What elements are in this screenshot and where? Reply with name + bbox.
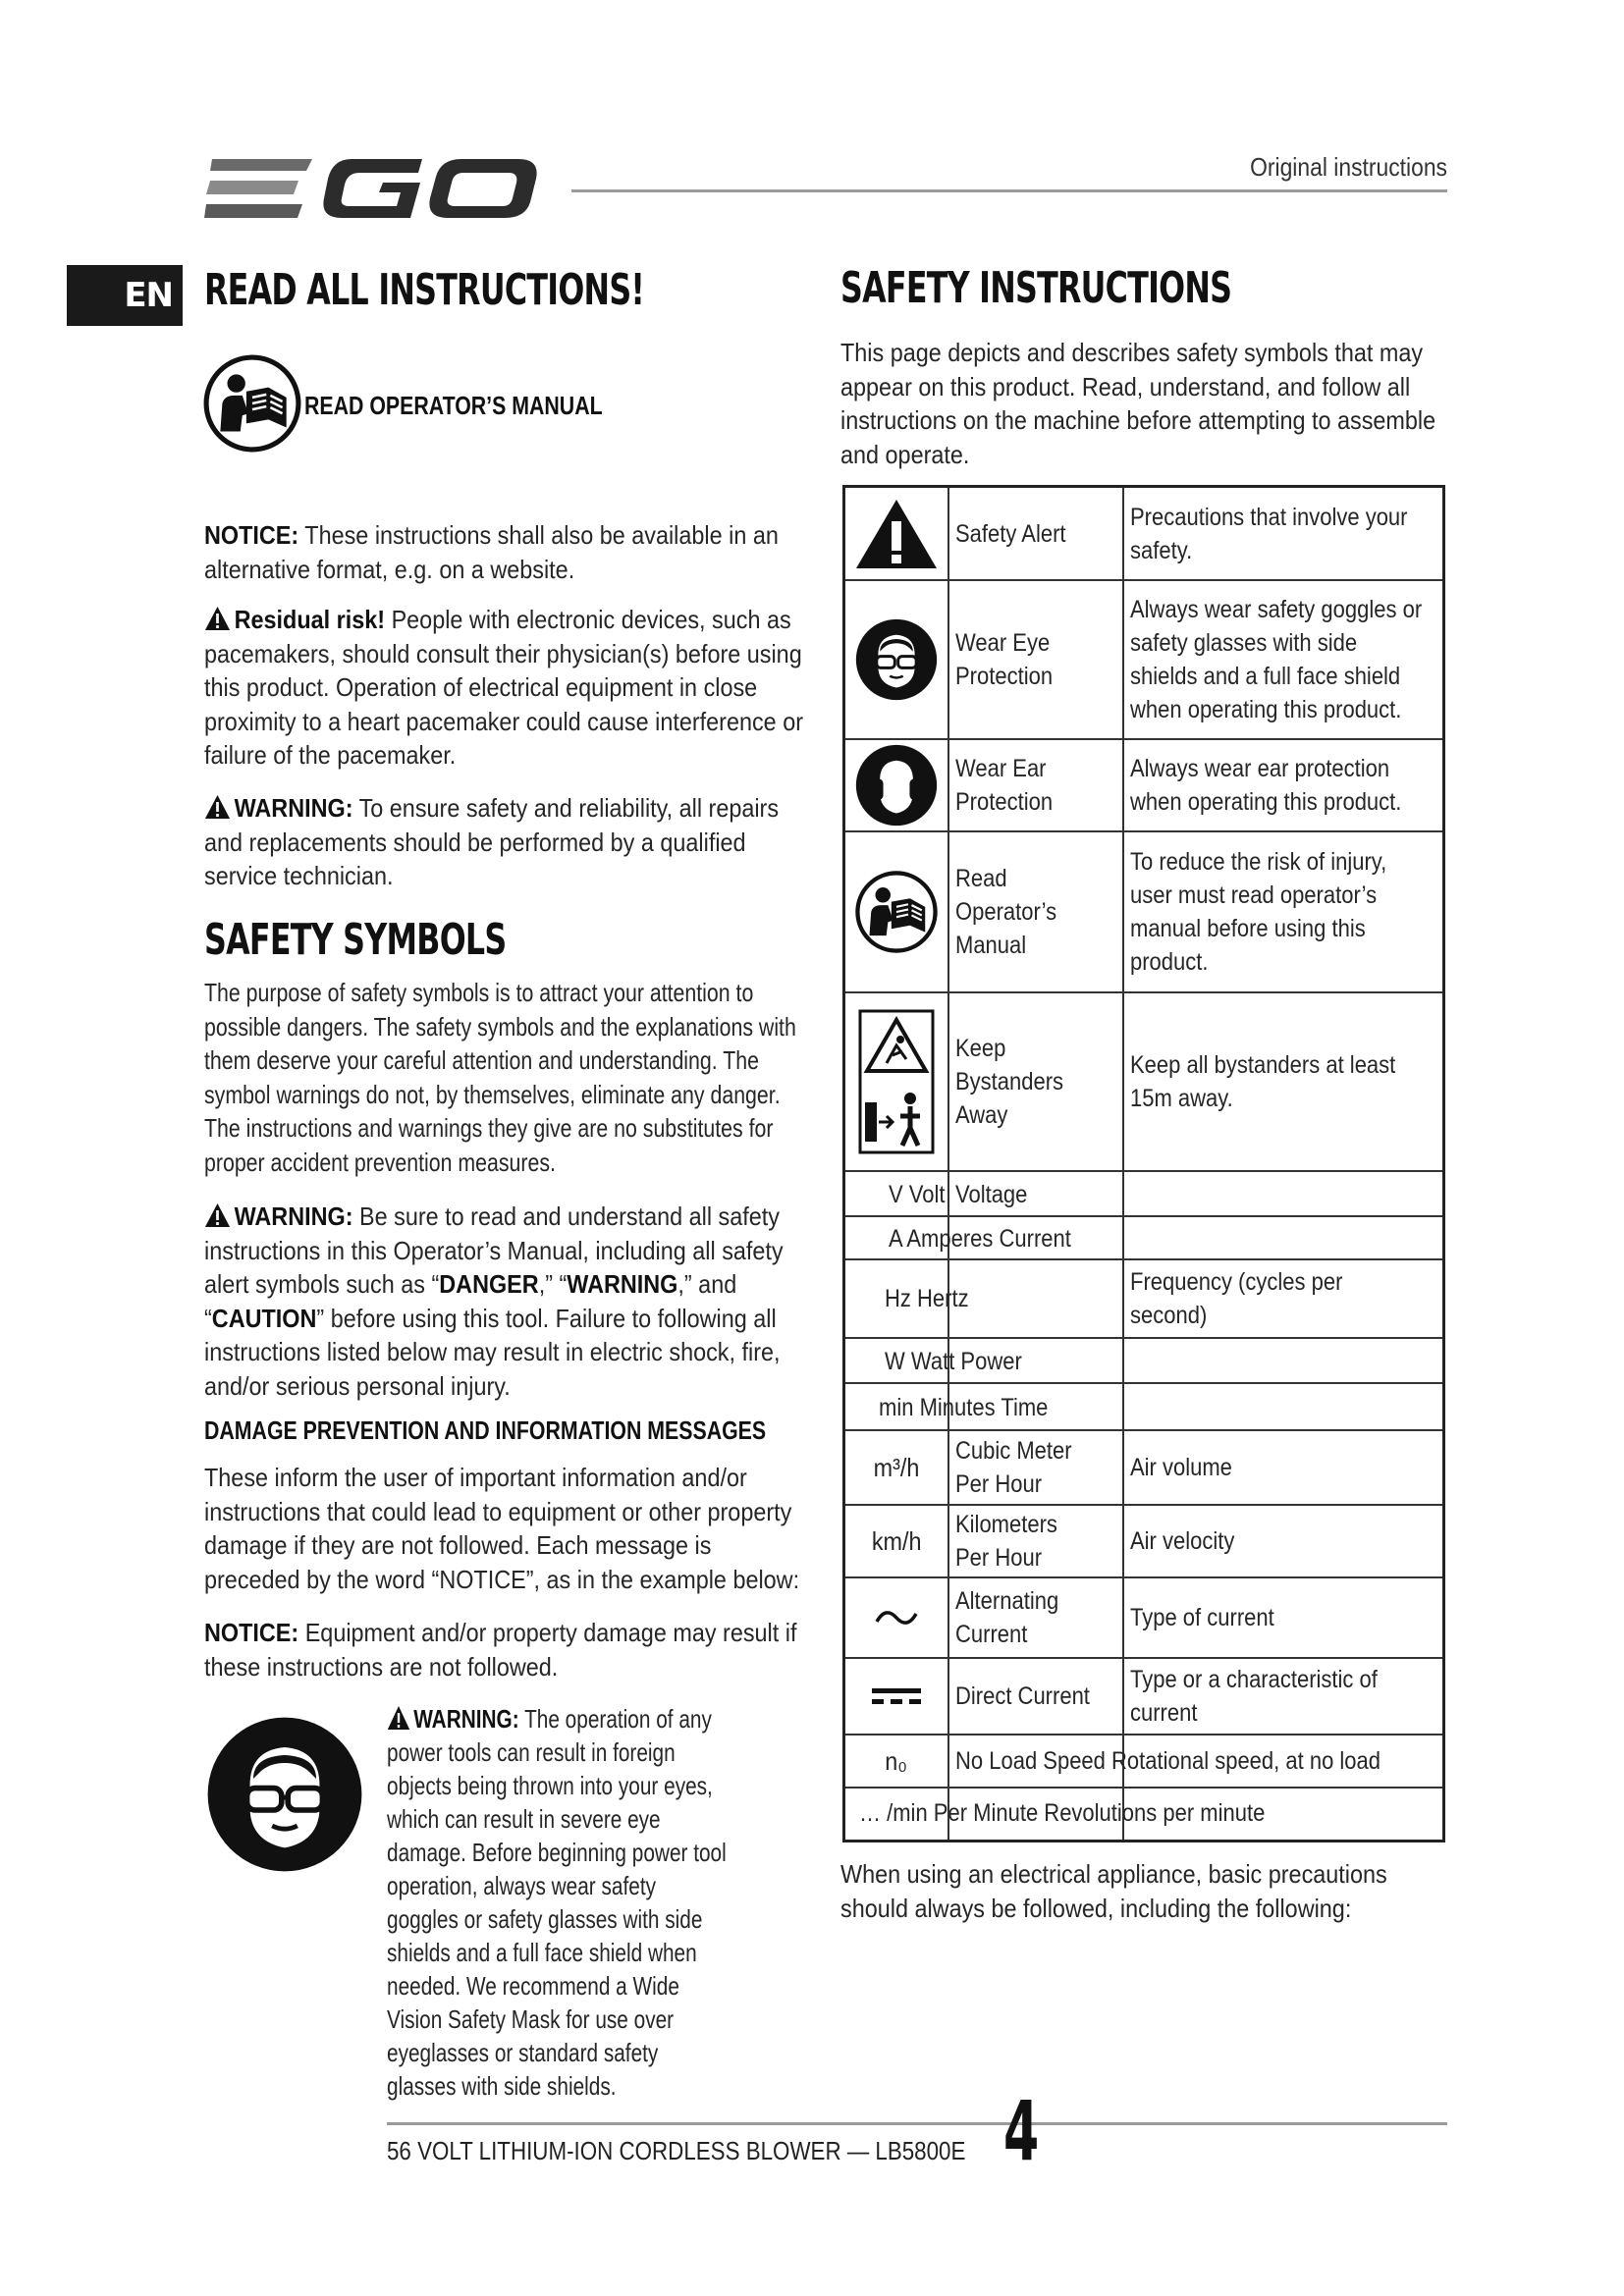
table-row: min Minutes Time bbox=[845, 1384, 1442, 1431]
table-row: V Volt Voltage bbox=[845, 1172, 1442, 1217]
table-row: n₀ No Load Speed Rotational speed, at no load bbox=[845, 1735, 1442, 1789]
table-row: Frequency (cycles per second) Hz Hertz bbox=[845, 1260, 1442, 1339]
page-number: 4 bbox=[1003, 2083, 1040, 2179]
eye-protection-icon bbox=[855, 618, 938, 701]
residual-risk: Residual risk! People with electronic devices, such as pacemakers, should consult their physician(s) before using this product. Operation of electrical equipment in close proximity to a heart pacemaker could cause interference or failure of the pacemaker. bbox=[204, 605, 804, 770]
read-manual-icon bbox=[202, 353, 302, 454]
table-row: m³/h Cubic Meter Per Hour Air volume bbox=[845, 1431, 1442, 1506]
language-tab: EN bbox=[67, 265, 183, 326]
footer-rule bbox=[387, 2122, 1447, 2125]
table-row: Alternating Current Type of current bbox=[845, 1578, 1442, 1659]
read-manual-icon bbox=[854, 870, 939, 954]
warning-triangle-icon bbox=[204, 606, 231, 631]
warning-triangle-icon bbox=[204, 1202, 231, 1228]
header-rule bbox=[571, 189, 1447, 192]
table-row: Safety Alert Precautions that involve your safety. bbox=[845, 488, 1442, 581]
warning-3: WARNING: The operation of any power tools can result in foreign objects being thrown into your eyes, which can result in severe eye damage. Before beginning power tool operation, always wear safety goggles or safety glasses with side shields and a full face shield when needed. We recommend a Wide Vision Safety Mask for use over eyeglasses or standard safety glasses with side shields. bbox=[387, 1704, 727, 2101]
safety-symbols-text: The purpose of safety symbols is to attract your attention to possible dangers. The safety symbols and the explanations with them deserve your careful attention and understanding. The symbol warnings do not, by themselves, eliminate any danger. The instructions and warnings they give are no substitutes for proper accident prevention measures. bbox=[204, 978, 796, 1177]
table-row: km/h Kilometers Per Hour Air velocity bbox=[845, 1506, 1442, 1578]
bystanders-icon bbox=[857, 1008, 936, 1155]
table-row: Wear Ear Protection Always wear ear protection when operating this product. bbox=[845, 740, 1442, 832]
footer-product-name: 56 VOLT LITHIUM-ION CORDLESS BLOWER — LB5800E bbox=[387, 2136, 966, 2165]
original-instructions-label: Original instructions bbox=[1250, 152, 1447, 182]
damage-prevention-heading: DAMAGE PREVENTION AND INFORMATION MESSAGES bbox=[204, 1415, 767, 1445]
ear-protection-icon bbox=[855, 744, 938, 827]
safety-symbols-table bbox=[842, 485, 1445, 1842]
table-row: … /min Per Minute Revolutions per minute bbox=[845, 1789, 1442, 1840]
safety-symbols-title: SAFETY SYMBOLS bbox=[204, 915, 507, 965]
warning-triangle-icon bbox=[387, 1705, 410, 1731]
direct-current-icon bbox=[870, 1685, 923, 1707]
ego-logo bbox=[204, 147, 538, 231]
safety-alert-icon bbox=[852, 496, 941, 572]
table-row: Keep Bystanders Away Keep all bystanders at least 15m away. bbox=[845, 993, 1442, 1172]
safety-instructions-intro: This page depicts and describes safety symbols that may appear on this product. Read, understand, and follow all instructions on the machine before attempting to assemble and operate. bbox=[840, 338, 1436, 469]
table-row: W Watt Power bbox=[845, 1339, 1442, 1384]
table-row: Read Operator’s Manual To reduce the risk of injury, user must read operator’s manual before using this product. bbox=[845, 832, 1442, 993]
safety-instructions-title: SAFETY INSTRUCTIONS bbox=[840, 263, 1232, 313]
read-manual-label: READ OPERATOR’S MANUAL bbox=[304, 391, 603, 420]
read-all-instructions-title: READ ALL INSTRUCTIONS! bbox=[204, 265, 645, 315]
warning-triangle-icon bbox=[204, 794, 231, 820]
eye-protection-icon bbox=[206, 1716, 363, 1873]
closing-text: When using an electrical appliance, basic precautions should always be followed, including the following: bbox=[840, 1859, 1387, 1923]
table-row: Wear Eye Protection Always wear safety goggles or safety glasses with side shields and a full face shield when operating this product. bbox=[845, 581, 1442, 740]
notice-2: NOTICE: Equipment and/or property damage may result if these instructions are not followed. bbox=[204, 1618, 797, 1682]
notice-1: NOTICE: These instructions shall also be available in an alternative format, e.g. on a website. bbox=[204, 520, 779, 584]
damage-prevention-text: These inform the user of important information and/or instructions that could lead to equipment or other property damage if they are not followed. Each message is preceded by the word “NOTICE”, as in the example below: bbox=[204, 1463, 800, 1594]
warning-2: WARNING: Be sure to read and understand all safety instructions in this Operator’s Manual, including all safety alert symbols such as “DANGER,” “WARNING,” and “CAUTION” before using this tool. Failure to following all instructions listed below may result in electric shock, fire, and/or serious personal injury. bbox=[204, 1201, 784, 1401]
alternating-current-icon bbox=[874, 1606, 919, 1629]
table-row: A Amperes Current bbox=[845, 1217, 1442, 1260]
table-row: Direct Current Type or a characteristic of current bbox=[845, 1659, 1442, 1735]
warning-1: WARNING: To ensure safety and reliability, all repairs and replacements should be performed by a qualified service technician. bbox=[204, 793, 780, 890]
